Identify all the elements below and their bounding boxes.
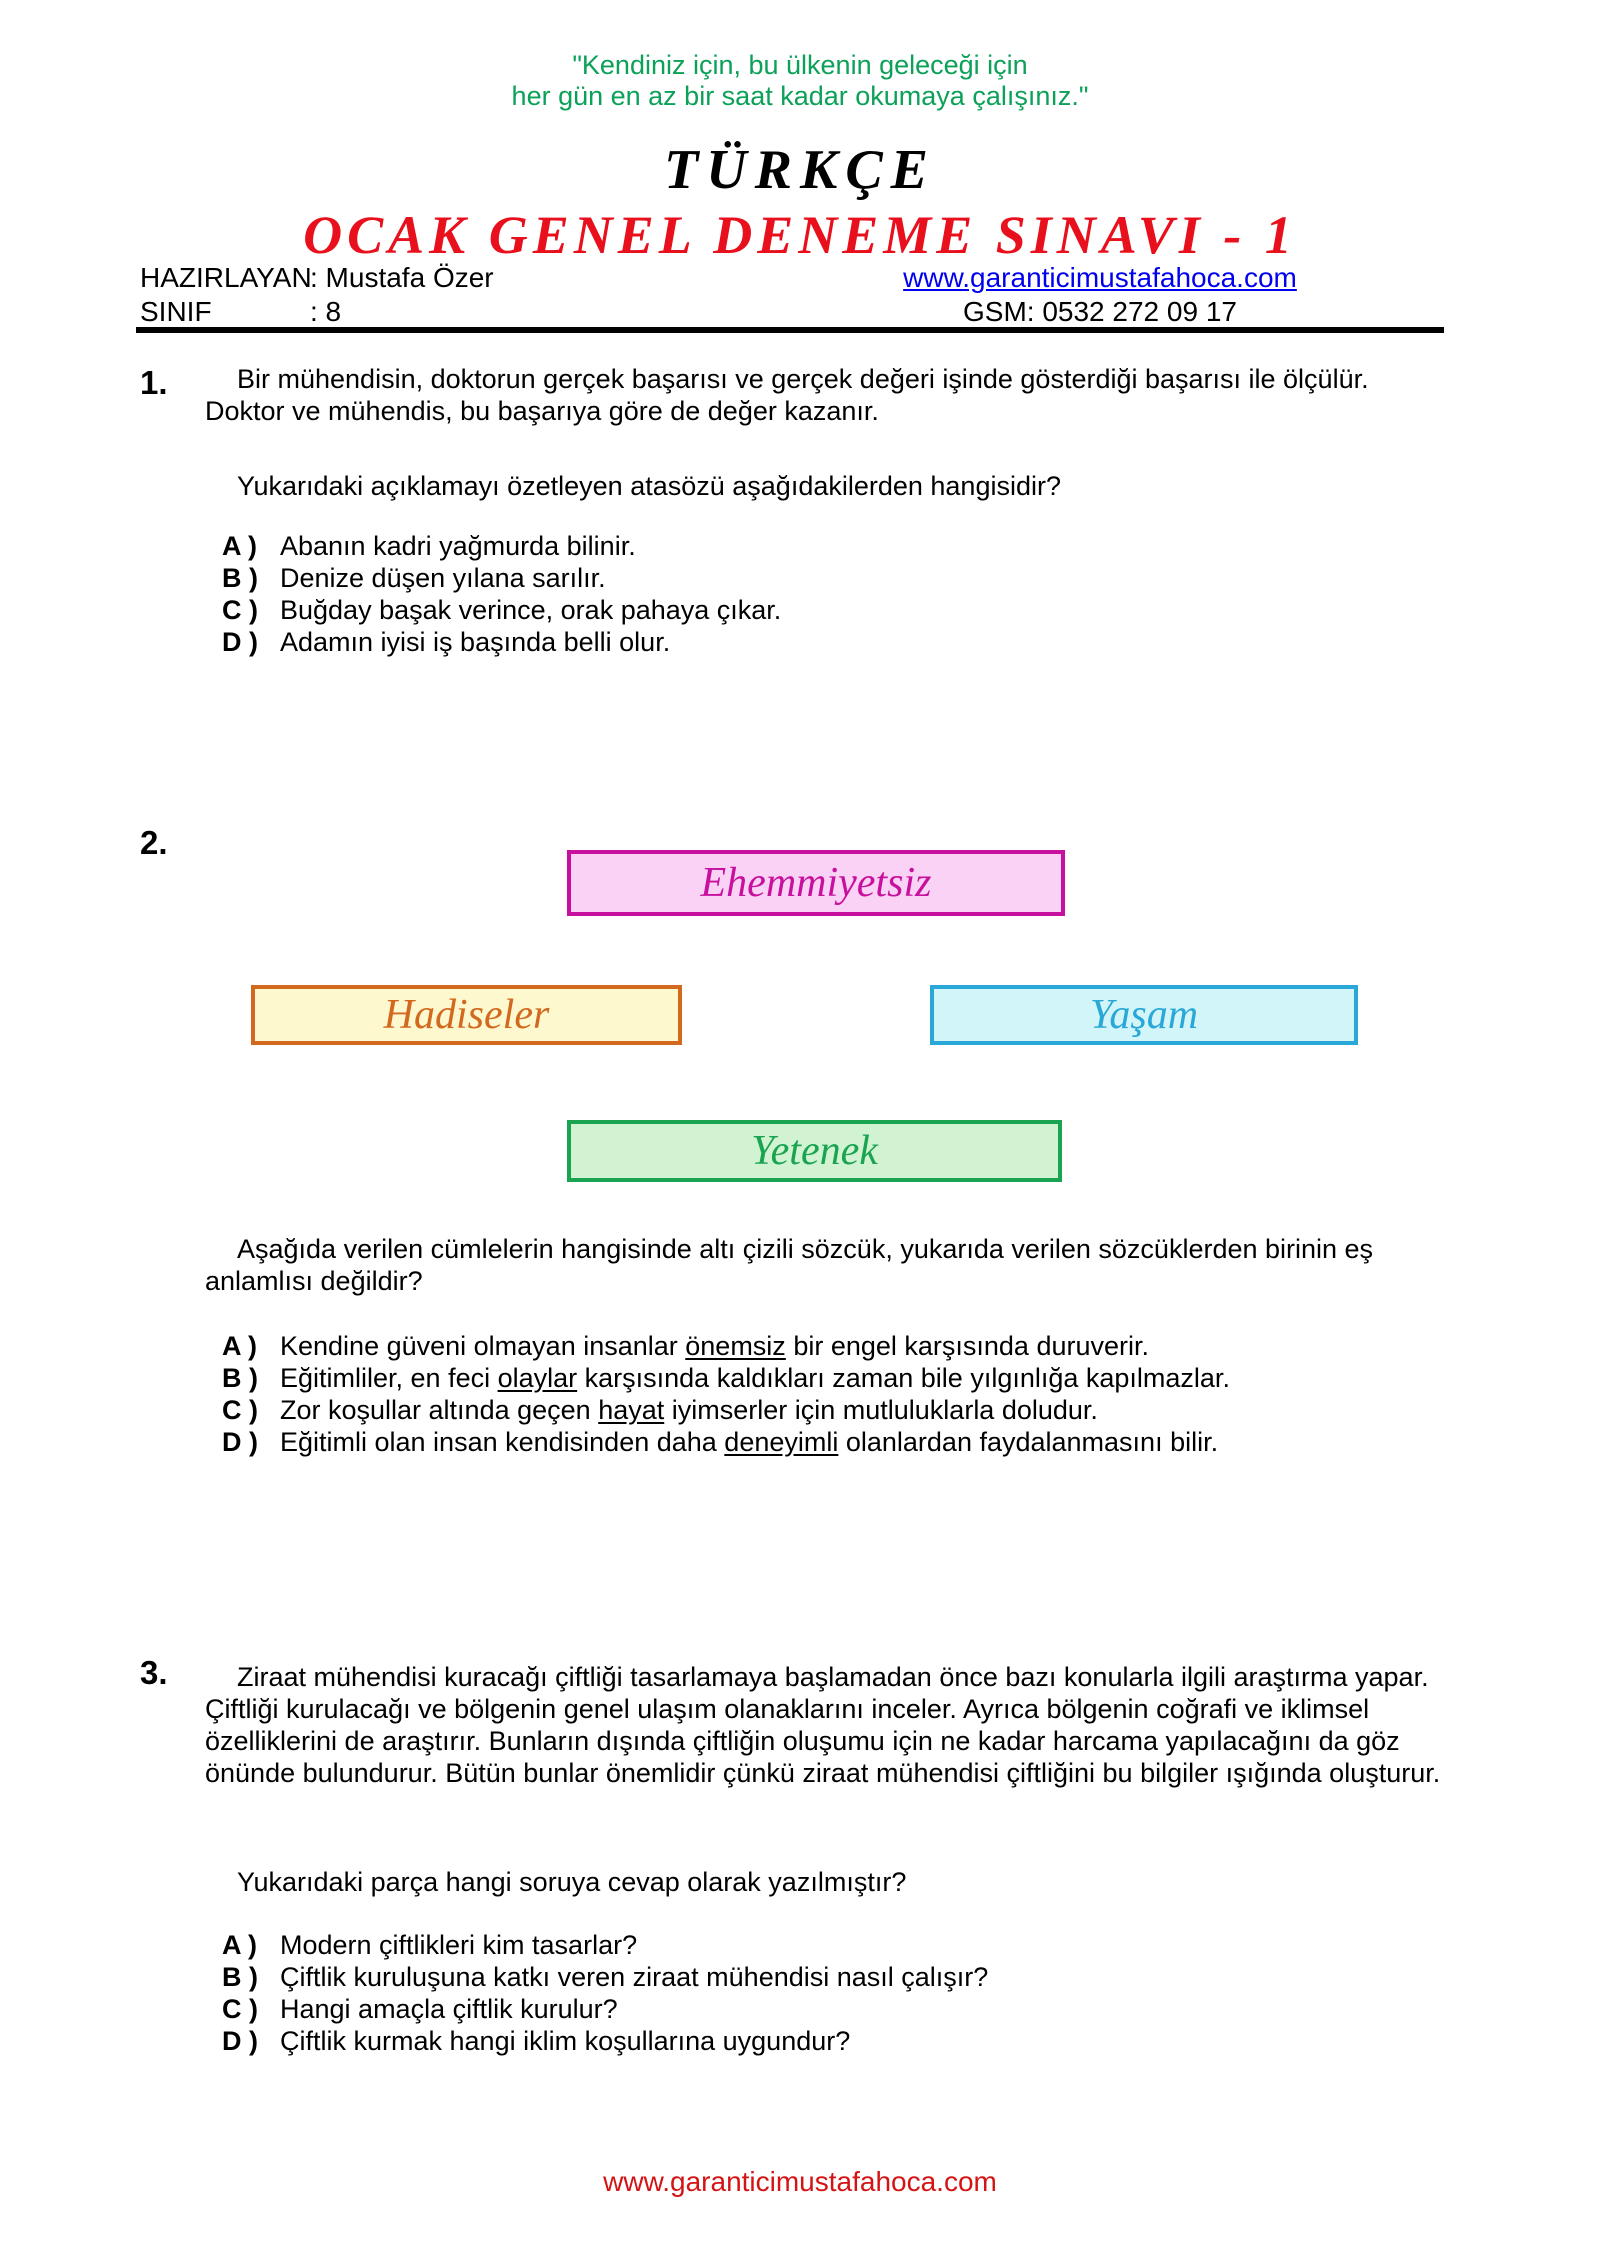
option-letter: B )	[222, 563, 258, 593]
motivational-quote	[0, 50, 1600, 112]
option-row	[222, 1330, 1472, 1362]
option-row	[222, 1961, 1472, 1993]
question-3-options	[222, 1929, 1472, 2057]
option-letter: A )	[222, 1331, 257, 1361]
quote-line-2: her gün en az bir saat kadar okumaya çalışınız."	[511, 81, 1089, 111]
question-3-paragraph: Ziraat mühendisi kuracağı çiftliği tasarlamaya başlamadan önce bazı konularla ilgili araştırma yapar. Çiftliği kurulacağı ve bölgenin genel ulaşım olanaklarını inceler. Ayrıca bölgenin coğrafi ve iklimsel özelliklerini de araştırır. Bunların dışında çiftliğin oluşumu için ne kadar harcama yapılacağını da göz önünde bulundurur. Bütün bunlar önemlidir çünkü ziraat mühendisi çiftliğini bu bilgiler ışığında oluşturur.	[205, 1662, 1441, 1788]
question-1-paragraph: Bir mühendisin, doktorun gerçek başarısı ve gerçek değeri işinde gösterdiği başarısı ile ölçülür. Doktor ve mühendis, bu başarıya göre de değer kazanır.	[205, 364, 1369, 426]
exam-info-right	[820, 261, 1380, 329]
class-label: SINIF	[140, 296, 212, 327]
option-text-segment: karşısında kaldıkları zaman bile yılgınlığa kapılmazlar.	[577, 1363, 1230, 1393]
question-1-options	[222, 530, 1472, 658]
prepared-by-value: : Mustafa Özer	[310, 262, 494, 293]
option-text-segment: Eğitimli olan insan kendisinden daha	[280, 1427, 725, 1457]
footer-website: www.garanticimustafahoca.com	[603, 2166, 997, 2197]
option-text	[280, 1362, 1230, 1394]
question-2-prompt: Aşağıda verilen cümlelerin hangisinde altı çizili sözcük, yukarıda verilen sözcüklerden birinin eş anlamlısı değildir?	[205, 1234, 1374, 1296]
option-text: Hangi amaçla çiftlik kurulur?	[280, 1994, 618, 2024]
option-text: Adamın iyisi iş başında belli olur.	[280, 627, 671, 657]
question-2-options	[222, 1330, 1472, 1458]
option-row	[222, 1993, 1472, 2025]
option-row	[222, 530, 1472, 562]
option-text-segment: Eğitimliler, en feci	[280, 1363, 498, 1393]
option-letter: A )	[222, 1930, 257, 1960]
option-text: Çiftlik kurmak hangi iklim koşullarına uygundur?	[280, 2026, 851, 2056]
underlined-word: önemsiz	[685, 1331, 786, 1361]
option-letter: B )	[222, 1962, 258, 1992]
option-letter: C )	[222, 1395, 258, 1425]
word-box-yasam: Yaşam	[930, 985, 1358, 1045]
website-link[interactable]: www.garanticimustafahoca.com	[903, 262, 1297, 293]
option-row	[222, 1929, 1472, 1961]
option-text: Abanın kadri yağmurda bilinir.	[280, 531, 636, 561]
prepared-by-label: HAZIRLAYAN	[140, 262, 312, 293]
option-row	[222, 1362, 1472, 1394]
question-1-prompt: Yukarıdaki açıklamayı özetleyen atasözü aşağıdakilerden hangisidir?	[237, 471, 1061, 501]
option-text-segment: olanlardan faydalanmasını bilir.	[838, 1427, 1219, 1457]
underlined-word: hayat	[598, 1395, 665, 1425]
quote-line-1: "Kendiniz için, bu ülkenin geleceği için	[572, 50, 1028, 80]
option-letter: D )	[222, 2026, 258, 2056]
option-letter: D )	[222, 627, 258, 657]
question-2-number: 2.	[140, 824, 168, 861]
option-letter: B )	[222, 1363, 258, 1393]
gsm-number: GSM: 0532 272 09 17	[963, 296, 1237, 327]
option-text: Modern çiftlikleri kim tasarlar?	[280, 1930, 638, 1960]
word-box-ehemmiyetsiz: Ehemmiyetsiz	[567, 850, 1065, 916]
class-value: : 8	[310, 296, 342, 327]
option-text-segment: Zor koşullar altında geçen	[280, 1395, 599, 1425]
option-letter: D )	[222, 1427, 258, 1457]
option-text: Buğday başak verince, orak pahaya çıkar.	[280, 595, 782, 625]
prepared-by-row	[140, 261, 494, 295]
question-1-number: 1.	[140, 364, 168, 401]
option-row	[222, 562, 1472, 594]
question-3-prompt: Yukarıdaki parça hangi soruya cevap olarak yazılmıştır?	[237, 1867, 907, 1897]
option-row	[222, 1426, 1472, 1458]
option-row	[222, 594, 1472, 626]
option-text-segment: iyimserler için mutluluklarla doludur.	[664, 1395, 1098, 1425]
option-text-segment: bir engel karşısında duruverir.	[785, 1331, 1149, 1361]
question-3-number: 3.	[140, 1654, 168, 1691]
option-row	[222, 626, 1472, 658]
exam-info-left	[140, 261, 494, 329]
option-text	[280, 1394, 1098, 1426]
option-row	[222, 1394, 1472, 1426]
option-text: Denize düşen yılana sarılır.	[280, 563, 606, 593]
option-text-segment: Kendine güveni olmayan insanlar	[280, 1331, 686, 1361]
option-row	[222, 2025, 1472, 2057]
underlined-word: olaylar	[497, 1363, 578, 1393]
option-text: Çiftlik kuruluşuna katkı veren ziraat mühendisi nasıl çalışır?	[280, 1962, 989, 1992]
subject-title: TÜRKÇE	[663, 139, 937, 201]
word-box-hadiseler: Hadiseler	[251, 985, 682, 1045]
underlined-word: deneyimli	[724, 1427, 839, 1457]
exam-title: OCAK GENEL DENEME SINAVI - 1	[303, 205, 1297, 265]
header-divider	[136, 327, 1444, 333]
option-text	[280, 1330, 1149, 1362]
option-letter: C )	[222, 1994, 258, 2024]
option-text	[280, 1426, 1218, 1458]
option-letter: C )	[222, 595, 258, 625]
word-box-yetenek: Yetenek	[567, 1120, 1062, 1182]
option-letter: A )	[222, 531, 257, 561]
class-row	[140, 295, 494, 329]
